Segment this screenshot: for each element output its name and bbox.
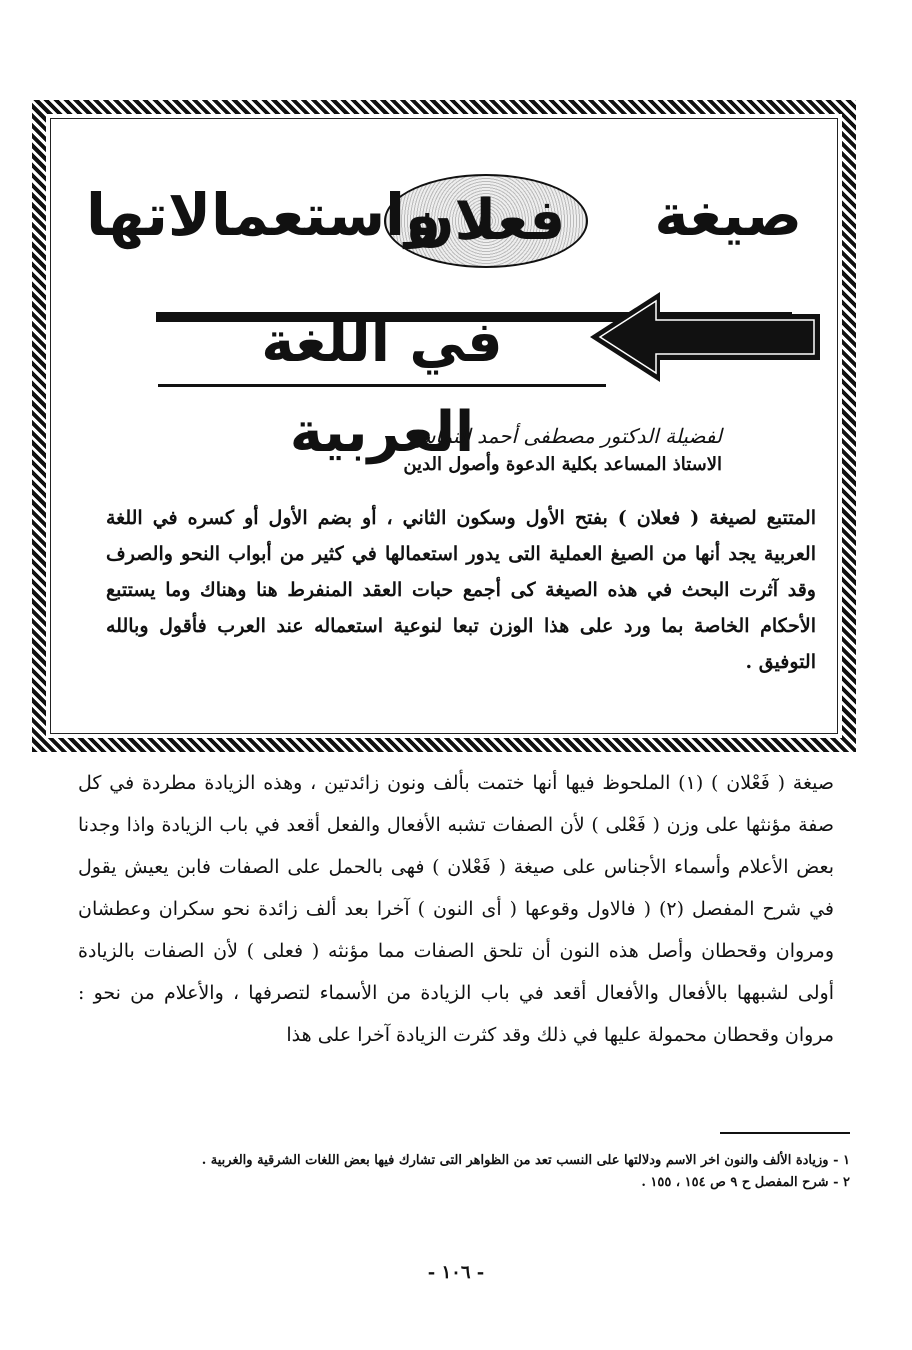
title-word-sigha: صيغة: [654, 181, 802, 249]
body-text: صيغة ( فَعْلان ) (١) الملحوظ فيها أنها ختمت بألف ونون زائدتين ، وهذه الزيادة مطردة في كل صفة مؤنثها على وزن ( فَعْلى ) لأن الصفات تشبه الأفعال والفعل أقعد في باب الزيادة واذا وجدنا بعض الأعلام وأسماء الأجناس على صيغة ( فَعْلان ) فهى بالحمل على الصفات فابن يعيش يقول في شرح المفصل (٢) ( فالاول وقوعها ( أى النون ) آخرا بعد ألف زائدة نحو سكران وعطشان ومروان وقحطان وأصل هذه النون أن تلحق الصفات مما مؤنثه ( فعلى ) لأن الصفات بالزيادة أولى لشبهها بالأفعال والأفعال أقعد في باب الزيادة من الأسماء لتصرفها ، والأعلام من نحو : مروان وقحطان محمولة عليها في ذلك وقد كثرت الزيادة آخرا على هذا: [78, 772, 834, 1046]
footnotes: [38, 1150, 850, 1194]
arrow-icon: [590, 292, 820, 382]
footnote-2: ٢ - شرح المفصل ح ٩ ص ١٥٤ ، ١٥٥ .: [641, 1175, 850, 1190]
title-word-uses: واستعمالاتها: [86, 181, 442, 249]
author-role: الاستاذ المساعد بكلية الدعوة وأصول الدين: [403, 454, 722, 475]
title-line: [66, 170, 812, 280]
title-highlight: فعلان: [406, 188, 566, 253]
title-frame: [32, 100, 856, 752]
body-paragraph: [78, 762, 834, 1056]
footnote-1: ١ - وزيادة الألف والنون اخر الاسم ودلالتها على النسب تعد من الظواهر التى تشارك فيها بعض اللغات الشرقية والغربية .: [201, 1153, 850, 1168]
intro-paragraph: المتتبع لصيغة ( فعلان ) بفتح الأول وسكون الثاني ، أو بضم الأول أو كسره في اللغة العربية يجد أنها من الصيغ العملية التى يدور استعمالها في كثير من أبواب النحو والصرف وقد آثرت البحث في هذه الصيغة كى أجمع حبات العقد المنفرط هنا وهناك وما يستتبع الأحكام الخاصة بما ورد على هذا الوزن تبعا لنوعية استعماله عند العرب فأقول وبالله التوفيق .: [106, 507, 816, 673]
footnote-rule: [720, 1132, 850, 1134]
page-number: - ١٠٦ -: [427, 1262, 485, 1283]
subtitle-underline: [158, 384, 606, 387]
author: لفضيلة الدكتور مصطفى أحمد النماس: [410, 424, 722, 448]
subtitle: في اللغة العربية: [261, 310, 503, 465]
